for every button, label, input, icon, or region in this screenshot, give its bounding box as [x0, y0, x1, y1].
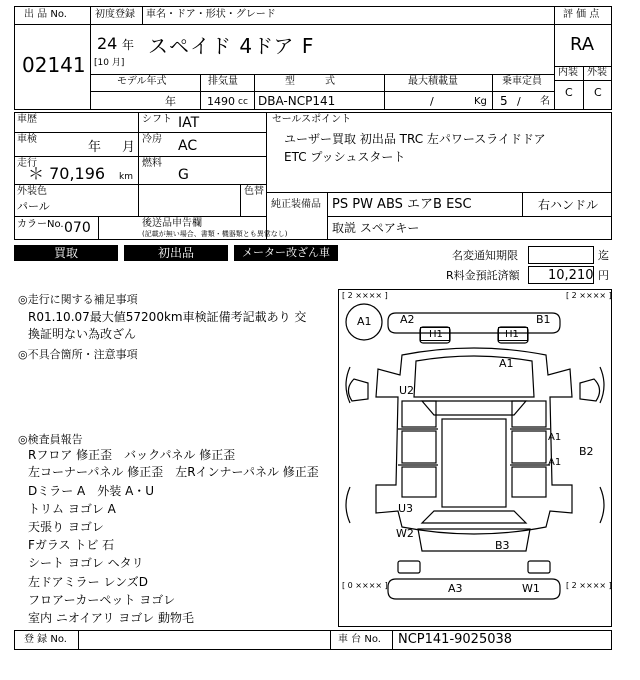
- car-name: スペイド 4ドア F: [148, 34, 315, 58]
- displacement-unit: cc: [238, 97, 248, 107]
- repaint-label: 色替: [244, 186, 264, 197]
- exterior-grade: C: [594, 86, 602, 99]
- name-change-field: [528, 246, 594, 264]
- diagram-tag-top-left: [ 2 ×××× ]: [342, 291, 388, 300]
- mark-a3: A3: [448, 582, 463, 595]
- manual-value: 取説 スペアキー: [332, 221, 420, 235]
- inspector-heading: ◎検査員報告: [18, 433, 83, 446]
- mileage-value: ＊ 70,196: [28, 164, 106, 183]
- name-change-label: 名変通知期限: [452, 249, 518, 262]
- mark-b3: B3: [495, 539, 510, 552]
- odometer-tamper-badge: メーター改ざん車: [234, 245, 338, 261]
- doc-label: 後送品申告欄: [142, 218, 202, 229]
- max-load-unit: Kg: [474, 96, 487, 107]
- recycle-unit: 円: [598, 269, 609, 282]
- lot-number: 02141: [22, 53, 86, 77]
- mileage-label: 走行: [17, 158, 37, 169]
- sales-label: セールスポイント: [272, 114, 352, 125]
- fuel-label: 燃料: [142, 158, 162, 169]
- mark-u3: U3: [398, 502, 414, 515]
- travel-line-2: 換証明ない為改ざん: [28, 327, 137, 341]
- mark-h1-right: H1: [505, 329, 519, 340]
- fuel-value: G: [178, 167, 189, 183]
- max-load-label: 最大積載量: [408, 76, 458, 87]
- mark-w2: W2: [396, 527, 414, 540]
- color-label: 外装色: [17, 186, 47, 197]
- mark-a1-side-top: A1: [548, 432, 562, 443]
- ac-value: AC: [178, 138, 198, 154]
- report-line: 左ドアミラー レンズD: [28, 575, 149, 589]
- inspection-month: 月: [122, 140, 136, 155]
- mileage-unit: km: [119, 172, 133, 182]
- footer-frame: [14, 630, 612, 650]
- inspection-label: 車検: [17, 134, 37, 145]
- shift-value: IAT: [178, 115, 200, 131]
- color-no-label: カラーNo.: [17, 219, 64, 230]
- reg-month: [10 月]: [94, 58, 125, 68]
- name-change-unit: 迄: [598, 249, 609, 262]
- exterior-label: 外装: [587, 67, 607, 78]
- mark-h1-left: H1: [429, 329, 443, 340]
- diagram-tag-bottom-right: [ 2 ×××× ]: [566, 581, 612, 590]
- displacement-value: 1490: [207, 95, 235, 108]
- chassis-number: NCP141-9025038: [398, 632, 513, 647]
- recycle-label: R料金預託済額: [446, 269, 520, 282]
- sales-line-1: ユーザー買取 初出品 TRC 左パワースライドドア: [284, 132, 546, 146]
- equipment-value: PS PW ABS エアB ESC: [332, 197, 472, 212]
- model-year-label: モデル年式: [117, 76, 167, 87]
- mark-b1-front: B1: [536, 313, 551, 326]
- car-label: 車名・ドア・形状・グレード: [146, 9, 276, 20]
- diagram-tag-top-right: [ 2 ×××× ]: [566, 291, 612, 300]
- travel-line-1: R01.10.07最大値57200km車検証備考記載あり 交: [28, 310, 307, 324]
- travel-heading: ◎走行に関する補足事項: [18, 293, 138, 306]
- first-listing-badge: 初出品: [124, 245, 228, 261]
- report-line: 天張り ヨゴレ: [28, 520, 104, 534]
- report-line: Fガラス トビ 石: [28, 538, 115, 552]
- displacement-label: 排気量: [208, 76, 238, 87]
- mark-a1-hood: A1: [499, 357, 514, 370]
- lot-label: 出 品 No.: [24, 9, 67, 20]
- mark-w1: W1: [522, 582, 540, 595]
- max-load-sep: /: [430, 95, 434, 108]
- mark-a2-front: A2: [400, 313, 415, 326]
- capacity-unit: 名: [540, 96, 550, 107]
- chassis-label: 車 台 No.: [338, 634, 381, 645]
- capacity-value: 5: [500, 94, 508, 108]
- color-value: パール: [17, 200, 50, 213]
- recycle-amount: 10,210: [548, 268, 594, 283]
- history-label: 車歴: [17, 114, 37, 125]
- doc-note: (記載が無い場合、書類・機器類とも異常なし): [142, 230, 288, 238]
- defect-heading: ◎不具合箇所・注意事項: [18, 348, 138, 361]
- model-year-unit: 年: [165, 95, 176, 108]
- first-reg-label: 初度登録: [95, 9, 135, 20]
- report-line: Dミラー A 外装 A・U: [28, 484, 155, 498]
- capacity-label: 乗車定員: [502, 76, 542, 87]
- equipment-label: 純正装備品: [271, 199, 321, 210]
- reg-number-label: 登 録 No.: [24, 634, 67, 645]
- steering-value: 右ハンドル: [538, 198, 599, 212]
- reg-year: 24: [97, 34, 118, 53]
- overall-grade: RA: [570, 34, 595, 55]
- shift-label: シフト: [142, 114, 172, 125]
- mark-a1-side-bottom: A1: [548, 457, 562, 468]
- report-line: 左コーナーパネル 修正歪 左Rインナーパネル 修正歪: [28, 465, 319, 479]
- diagram-tag-bottom-left: [ 0 ×××× ]: [342, 581, 388, 590]
- interior-label: 内装: [558, 67, 578, 78]
- model-code: DBA-NCP141: [258, 94, 336, 108]
- grade-label: 評 価 点: [563, 9, 600, 20]
- mark-u2: U2: [399, 384, 415, 397]
- reg-year-unit: 年: [122, 38, 135, 52]
- color-no-value: 070: [64, 220, 91, 236]
- interior-grade: C: [565, 86, 573, 99]
- sales-line-2: ETC プッシュスタート: [284, 150, 406, 164]
- car-body-diagram: [338, 289, 612, 627]
- report-line: トリム ヨゴレ A: [28, 502, 116, 516]
- mark-b2: B2: [579, 445, 594, 458]
- ac-label: 冷房: [142, 134, 162, 145]
- report-line: 室内 ニオイアリ ヨゴレ 動物毛: [28, 611, 195, 625]
- type-label: 型 式: [285, 76, 335, 87]
- report-line: フロアーカーペット ヨゴレ: [28, 593, 176, 607]
- report-line: Rフロア 修正歪 バックパネル 修正歪: [28, 448, 236, 462]
- mark-a1-wheel: A1: [357, 315, 372, 328]
- report-line: シート ヨゴレ ヘタリ: [28, 556, 144, 570]
- purchase-badge: 買取: [14, 245, 118, 261]
- capacity-sep: /: [517, 95, 521, 108]
- inspection-year: 年: [88, 140, 102, 155]
